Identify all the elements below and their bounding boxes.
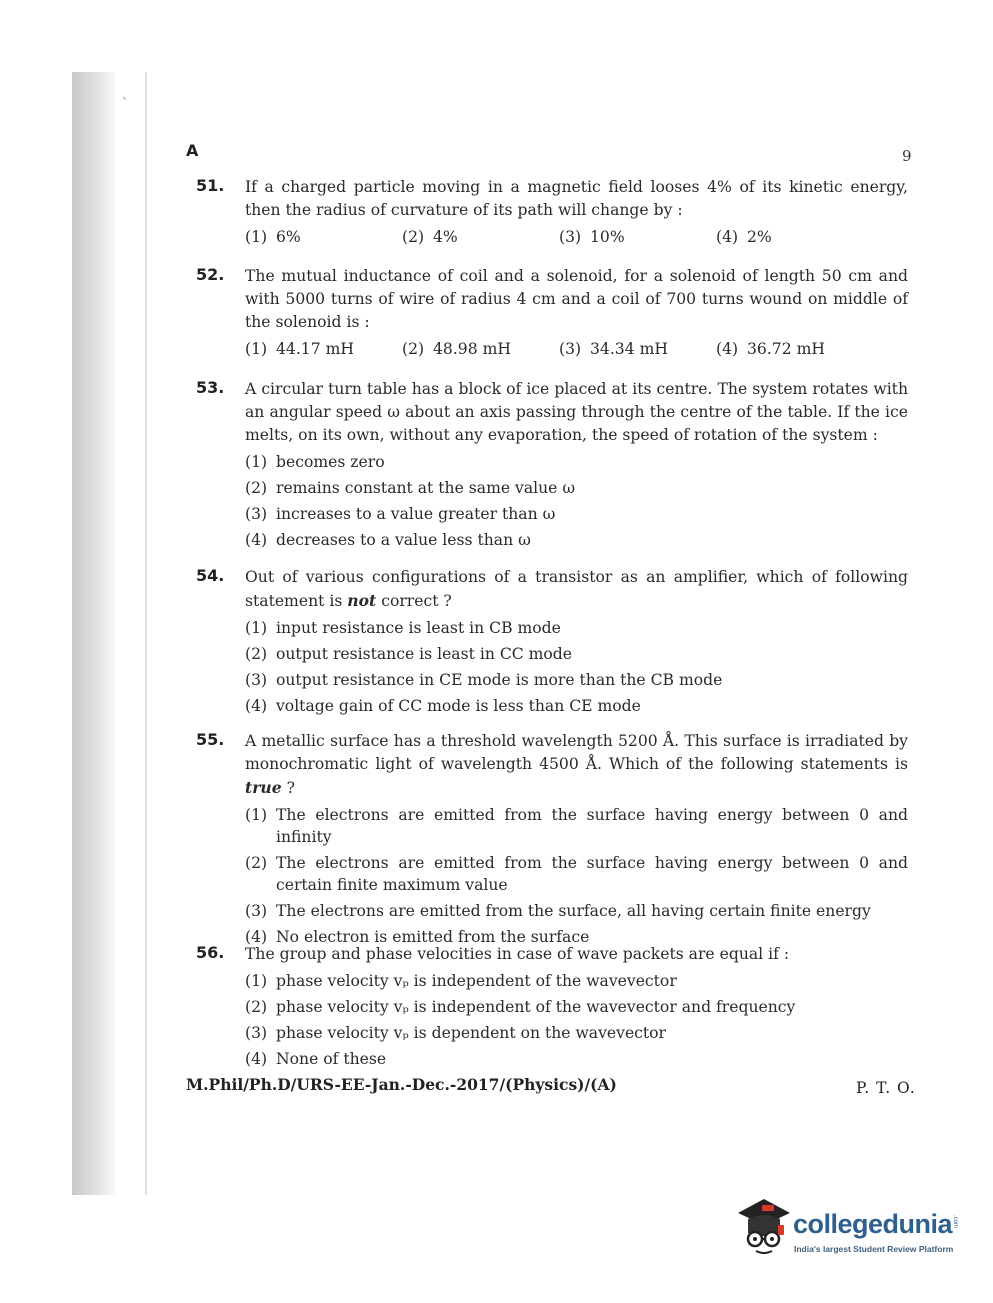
brand-domain: .com xyxy=(952,1215,958,1229)
question-text: If a charged particle moving in a magnetic field looses 4% of its kinetic energy, then the radius of curvature of its path will change by : xyxy=(245,178,908,219)
question-number: 54. xyxy=(196,566,225,585)
question-number: 52. xyxy=(196,265,225,284)
question-number: 53. xyxy=(196,378,225,397)
question-53 xyxy=(196,378,908,555)
option-2: (2) remains constant at the same value ω xyxy=(245,479,576,497)
question-number: 55. xyxy=(196,730,225,749)
option-1: (1) phase velocity vₚ is independent of the wavevector xyxy=(245,972,677,990)
option-4: (4) 36.72 mH xyxy=(716,340,825,358)
option-4: (4) 2% xyxy=(716,228,772,246)
question-52 xyxy=(196,265,908,360)
option-2: (2) The electrons are emitted from the surface having energy between 0 and certain finite maximum value xyxy=(245,854,908,894)
question-text: The mutual inductance of coil and a solenoid, for a solenoid of length 50 cm and with 5000 turns of wire of radius 4 cm and a coil of 700 turns wound on middle of the solenoid is : xyxy=(245,267,908,331)
page-number: 9 xyxy=(902,147,912,165)
option-3: (3) increases to a value greater than ω xyxy=(245,505,556,523)
options xyxy=(245,338,908,360)
scan-binding-line xyxy=(145,72,147,1195)
question-51 xyxy=(196,176,908,248)
option-4: (4) None of these xyxy=(245,1050,387,1068)
option-4: (4) decreases to a value less than ω xyxy=(245,531,531,549)
option-3: (3) 34.34 mH xyxy=(559,340,668,358)
paper-code: M.Phil/Ph.D/URS-EE-Jan.-Dec.-2017/(Physics)/(A) xyxy=(186,1075,617,1094)
options xyxy=(245,451,908,551)
option-4: (4) No electron is emitted from the surface xyxy=(245,928,590,946)
options xyxy=(245,970,908,1070)
question-text: A circular turn table has a block of ice placed at its centre. The system rotates with an angular speed ω about an axis passing through the centre of the table. If the ice melts, on its own, without any evaporation, the speed of rotation of the system : xyxy=(245,380,908,444)
booklet-series: A xyxy=(186,141,199,160)
option-2: (2) output resistance is least in CC mode xyxy=(245,645,573,663)
option-3: (3) 10% xyxy=(559,228,625,246)
emphasis-true: true xyxy=(245,778,282,797)
emphasis-not: not xyxy=(347,591,377,610)
option-2: (2) 48.98 mH xyxy=(402,340,511,358)
option-1: (1) input resistance is least in CB mode xyxy=(245,619,561,637)
option-1: (1) becomes zero xyxy=(245,453,385,471)
scan-binding-shadow xyxy=(72,72,116,1195)
option-4: (4) voltage gain of CC mode is less than CE mode xyxy=(245,697,641,715)
please-turn-over: P. T. O. xyxy=(856,1079,916,1097)
scan-mark: ˋ xyxy=(122,96,128,110)
option-3: (3) phase velocity vₚ is dependent on the wavevector xyxy=(245,1024,667,1042)
option-1: (1) 6% xyxy=(245,228,301,246)
question-text: The group and phase velocities in case of wave packets are equal if : xyxy=(245,945,790,963)
graduate-mascot-icon xyxy=(734,1193,796,1263)
question-56 xyxy=(196,943,908,1074)
collegedunia-logo xyxy=(734,1193,964,1263)
brand-tagline: India's largest Student Review Platform xyxy=(794,1244,954,1254)
options xyxy=(245,804,908,948)
option-1: (1) 44.17 mH xyxy=(245,340,354,358)
question-number: 51. xyxy=(196,176,225,195)
option-3: (3) The electrons are emitted from the surface, all having certain finite energy xyxy=(245,902,871,920)
option-3: (3) output resistance in CE mode is more than the CB mode xyxy=(245,671,723,689)
option-1: (1) The electrons are emitted from the surface having energy between 0 and infinity xyxy=(245,806,908,846)
options xyxy=(245,226,908,248)
option-2: (2) 4% xyxy=(402,228,458,246)
options xyxy=(245,617,908,717)
question-number: 56. xyxy=(196,943,225,962)
brand-name: collegedunia xyxy=(793,1209,953,1239)
question-55 xyxy=(196,730,908,952)
question-54 xyxy=(196,566,908,721)
option-2: (2) phase velocity vₚ is independent of the wavevector and frequency xyxy=(245,998,796,1016)
question-text: Out of various configurations of a transistor as an amplifier, which of following statement is not correct ? xyxy=(245,568,908,610)
question-text: A metallic surface has a threshold wavelength 5200 Å. This surface is irradiated by monochromatic light of wavelength 4500 Å. Which of the following statements is true ? xyxy=(245,732,908,797)
